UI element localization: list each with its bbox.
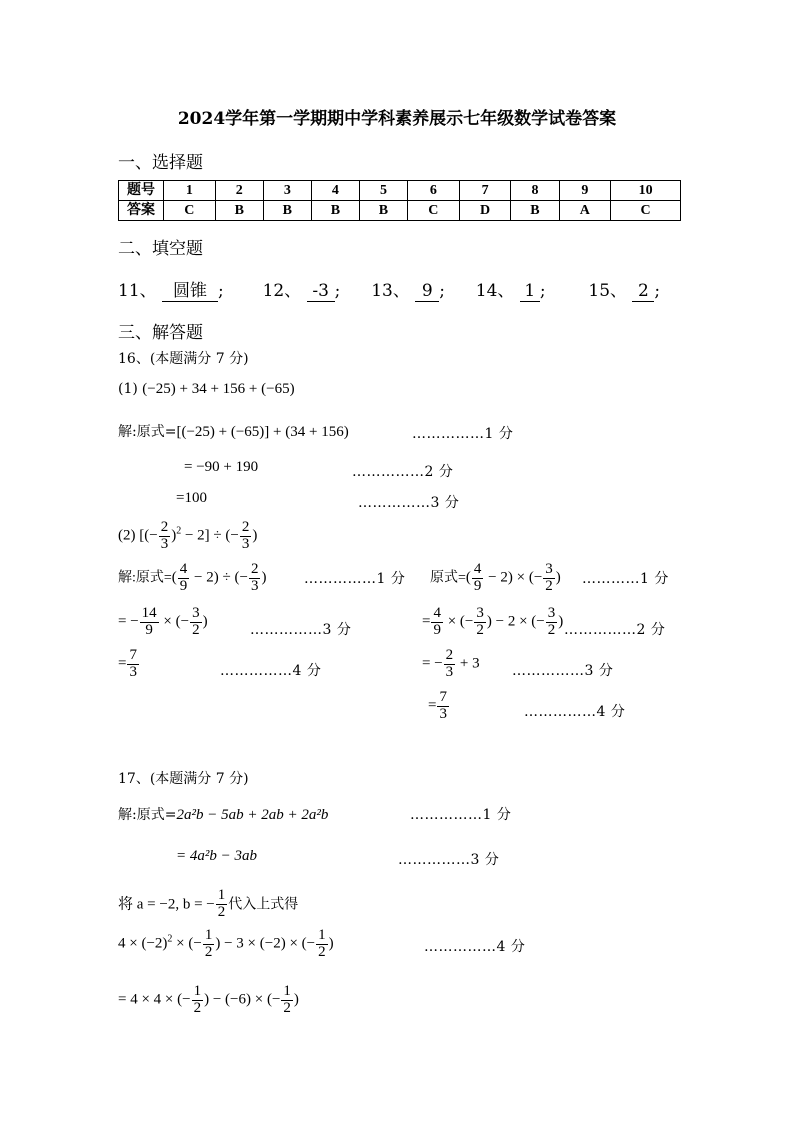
q17-line3: $4 \times (-2)^2$ × (− $\frac{1}{2}$ ) − 3 × (−2) × (− $\frac{1}{2}$ ) [118, 927, 334, 960]
separator: ; [439, 281, 445, 301]
q17-header: 17、(本题满分 7 分) [118, 771, 249, 787]
q17-line2: = 4a²b − 3ab [176, 848, 257, 864]
table-cell: 2 [215, 181, 263, 201]
table-cell: C [408, 201, 460, 221]
q16-sol2-line2: = − $\frac{14}{9}$ × (− $\frac{3}{2}$ ) [118, 605, 208, 638]
table-header-cell: 题号 [119, 181, 164, 201]
expression: 2a²b − 5ab + 2ab + 2a²b [176, 807, 329, 823]
score-mark: ……………2 分 [564, 622, 666, 638]
table-row [119, 201, 681, 221]
separator: ; [218, 281, 224, 301]
table-cell: D [459, 201, 511, 221]
page-title: 2024学年第一学期期中学科素养展示七年级数学试卷答案 [177, 109, 617, 129]
separator: ; [654, 281, 661, 301]
table-cell: B [263, 201, 311, 221]
q12-answer: -3 [307, 281, 335, 302]
q14-answer: 1 [520, 281, 540, 302]
q11-label: 11、 [118, 281, 157, 301]
q13-label: 13、 [371, 281, 410, 301]
q16-alt-line2: = $\frac{4}{9}$ × (− $\frac{3}{2}$ ) − 2 × (− $\frac{3}{2}$ ) [422, 605, 564, 638]
score-mark: ……………4 分 [220, 663, 322, 679]
q15-label: 15、 [588, 281, 628, 301]
table-cell: C [164, 201, 216, 221]
section-solve-heading: 三、解答题 [118, 323, 203, 343]
answer-table [118, 180, 681, 221]
q16-alt-line4: = $\frac{7}{3}$ [428, 689, 447, 722]
q14-label: 14、 [475, 281, 515, 301]
score-mark: ……………4 分 [524, 704, 626, 720]
section-fill-heading: 二、填空题 [118, 239, 203, 259]
q12-label: 12、 [262, 281, 302, 301]
score-mark: …………1 分 [582, 571, 669, 587]
q15-answer: 2 [632, 281, 654, 302]
substitution-text: 将 a = −2, b = − [118, 896, 215, 913]
score-mark: ……………2 分 [352, 464, 454, 480]
q13-answer: 9 [415, 281, 439, 302]
solution-prefix: 解:原式= [118, 424, 177, 440]
score-mark: ……………3 分 [398, 852, 500, 868]
fill-answers-line [118, 276, 660, 302]
section-choice-heading: 一、选择题 [118, 153, 203, 173]
expression: [(−25) + (−65)] + (34 + 156) [176, 424, 349, 440]
score-mark: ……………1 分 [304, 571, 406, 587]
q16-alt-line1: 原式=( $\frac{4}{9}$ − 2) × (− $\frac{3}{2}$ ) [430, 561, 561, 594]
q16-part1-expression: (−25) + 34 + 156 + (−65) [142, 381, 295, 397]
substitution-tail: 代入上式得 [228, 896, 299, 913]
table-cell: B [359, 201, 407, 221]
q16-part1 [118, 381, 295, 398]
table-cell: 3 [263, 181, 311, 201]
table-cell: 6 [408, 181, 460, 201]
table-cell: C [611, 201, 681, 221]
q16-header: 16、(本题满分 7 分) [118, 351, 249, 367]
solution-prefix: 解:原式= [118, 570, 172, 586]
table-cell: 10 [611, 181, 681, 201]
score-mark: ……………1 分 [410, 807, 512, 823]
table-cell: 7 [459, 181, 511, 201]
table-cell: 5 [359, 181, 407, 201]
part-label: (2) [118, 527, 136, 544]
q17-substitution: 将 a = −2, b = − $\frac{1}{2}$ 代入上式得 [118, 887, 299, 920]
solution-prefix: 解:原式= [118, 807, 177, 823]
separator: ; [539, 281, 546, 301]
score-mark: ……………4 分 [424, 939, 526, 955]
table-cell: 1 [164, 181, 216, 201]
part-label: (1) [118, 381, 138, 397]
table-cell: B [215, 201, 263, 221]
table-cell: B [311, 201, 359, 221]
solution-prefix: 原式= [430, 570, 466, 586]
table-header-cell: 答案 [119, 201, 164, 221]
table-cell: 8 [511, 181, 559, 201]
score-mark: ……………3 分 [358, 495, 460, 511]
score-mark: ……………3 分 [512, 663, 614, 679]
q11-answer: 圆锥 [162, 276, 218, 302]
q16-sol1-line2: = −90 + 190 [184, 459, 259, 475]
table-cell: 9 [559, 181, 611, 201]
separator: ; [334, 281, 341, 301]
table-cell: 4 [311, 181, 359, 201]
table-cell: A [559, 201, 611, 221]
q17-line4: = 4 × 4 × (− $\frac{1}{2}$ ) − (−6) × (− $\frac{1}{2}$ ) [118, 983, 299, 1016]
q17-line1 [118, 804, 328, 824]
q16-sol1-line1 [118, 421, 349, 441]
table-row [119, 181, 681, 201]
score-mark: ……………3 分 [250, 622, 352, 638]
q16-sol1-line3: =100 [176, 490, 207, 506]
q16-sol2-line1: 解:原式=( $\frac{4}{9}$ − 2) ÷ (− $\frac{2}{3}$ ) [118, 561, 267, 594]
table-cell: B [511, 201, 559, 221]
q16-part2: (2) [(− $\frac{2}{3}$ )$^2$ − 2] ÷ (− $\frac{2}{3}$ ) [118, 519, 258, 552]
q16-alt-line3: = − $\frac{2}{3}$ + 3 [422, 647, 480, 680]
q16-sol2-line3: = $\frac{7}{3}$ [118, 647, 137, 680]
score-mark: ……………1 分 [412, 426, 514, 442]
